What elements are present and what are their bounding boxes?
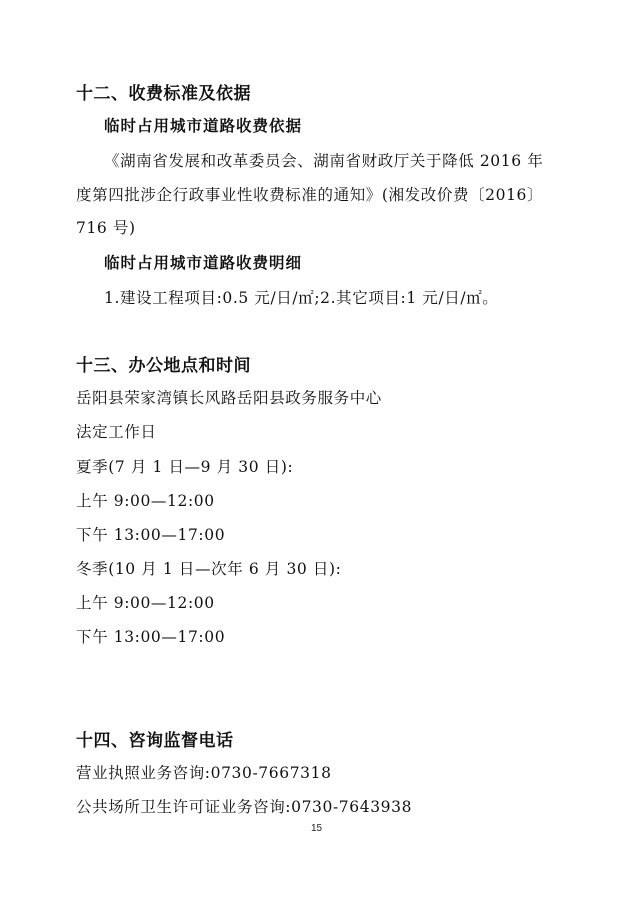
fee-basis-text-line-3: 716 号)	[76, 219, 136, 237]
workday-label: 法定工作日	[76, 423, 157, 441]
page-number: 15	[311, 823, 323, 834]
business-license-phone: 营业执照业务咨询:0730-7667318	[76, 764, 332, 782]
section-12-title: 十二、收费标准及依据	[76, 84, 251, 104]
winter-afternoon-hours: 下午 13:00—17:00	[76, 628, 226, 646]
summer-morning-hours: 上午 9:00—12:00	[76, 492, 215, 510]
summer-label: 夏季(7 月 1 日—9 月 30 日):	[76, 458, 294, 476]
fee-detail-heading: 临时占用城市道路收费明细	[104, 254, 303, 272]
fee-basis-text-line-1: 《湖南省发展和改革委员会、湖南省财政厅关于降低 2016 年	[104, 152, 544, 170]
fee-detail-text: 1.建设工程项目:0.5 元/日/㎡;2.其它项目:1 元/日/㎡。	[104, 289, 499, 307]
winter-morning-hours: 上午 9:00—12:00	[76, 594, 215, 612]
winter-label: 冬季(10 月 1 日—次年 6 月 30 日):	[76, 560, 342, 578]
office-address: 岳阳县荣家湾镇长风路岳阳县政务服务中心	[76, 389, 382, 407]
summer-afternoon-hours: 下午 13:00—17:00	[76, 526, 226, 544]
section-14-title: 十四、咨询监督电话	[76, 731, 234, 751]
fee-basis-heading: 临时占用城市道路收费依据	[104, 117, 303, 135]
hygiene-license-phone: 公共场所卫生许可证业务咨询:0730-7643938	[76, 798, 413, 816]
section-13-title: 十三、办公地点和时间	[76, 356, 251, 376]
fee-basis-text-line-2: 度第四批涉企行政事业性收费标准的通知》(湘发改价费〔2016〕	[76, 186, 544, 204]
